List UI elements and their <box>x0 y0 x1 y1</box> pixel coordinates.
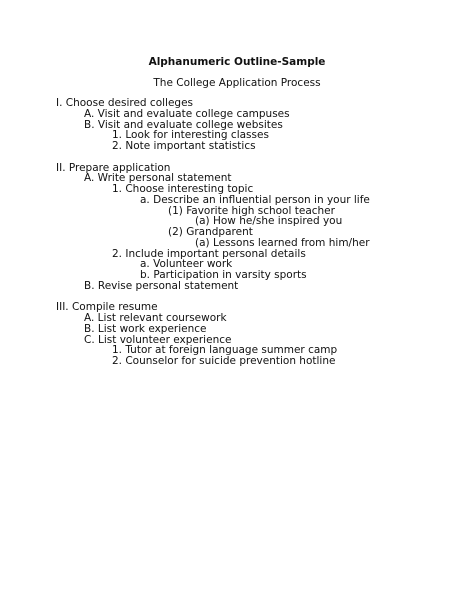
outline-item: 2. Note important statistics <box>112 140 256 152</box>
outline-item: (a) Lessons learned from him/her <box>195 236 370 249</box>
outline-item: B. Revise personal statement <box>84 279 239 292</box>
outline-item: B. Visit and evaluate college websites <box>84 118 283 131</box>
outline-item: 2. Include important personal details <box>112 247 306 260</box>
document-title: Alphanumeric Outline-Sample <box>148 56 326 68</box>
outline-item: (1) Favorite high school teacher <box>168 204 335 217</box>
outline-item: a. Describe an influential person in your life <box>140 193 370 206</box>
outline-section-heading: II. Prepare application <box>56 161 171 174</box>
document-subtitle: The College Application Process <box>153 77 321 89</box>
outline-item: C. List volunteer experience <box>84 333 232 346</box>
outline-item: 2. Counselor for suicide prevention hotline <box>112 355 336 367</box>
outline-item: a. Volunteer work <box>140 258 233 271</box>
outline-item: A. List relevant coursework <box>84 312 227 324</box>
outline-item: (a) How he/she inspired you <box>195 215 343 228</box>
outline-item: A. Write personal statement <box>84 172 232 185</box>
outline-item: 1. Choose interesting topic <box>112 183 254 195</box>
outline-item: B. List work experience <box>84 322 207 335</box>
section-spacer <box>0 152 474 163</box>
outline-section-heading: I. Choose desired colleges <box>56 97 194 109</box>
outline-section-heading: III. Compile resume <box>56 301 158 314</box>
outline-item: A. Visit and evaluate college campuses <box>84 107 290 120</box>
outline <box>0 98 474 367</box>
outline-item: 1. Look for interesting classes <box>112 129 269 142</box>
outline-item: 1. Tutor at foreign language summer camp <box>112 344 338 357</box>
outline-item: (2) Grandparent <box>168 226 253 238</box>
outline-item: b. Participation in varsity sports <box>140 269 307 281</box>
